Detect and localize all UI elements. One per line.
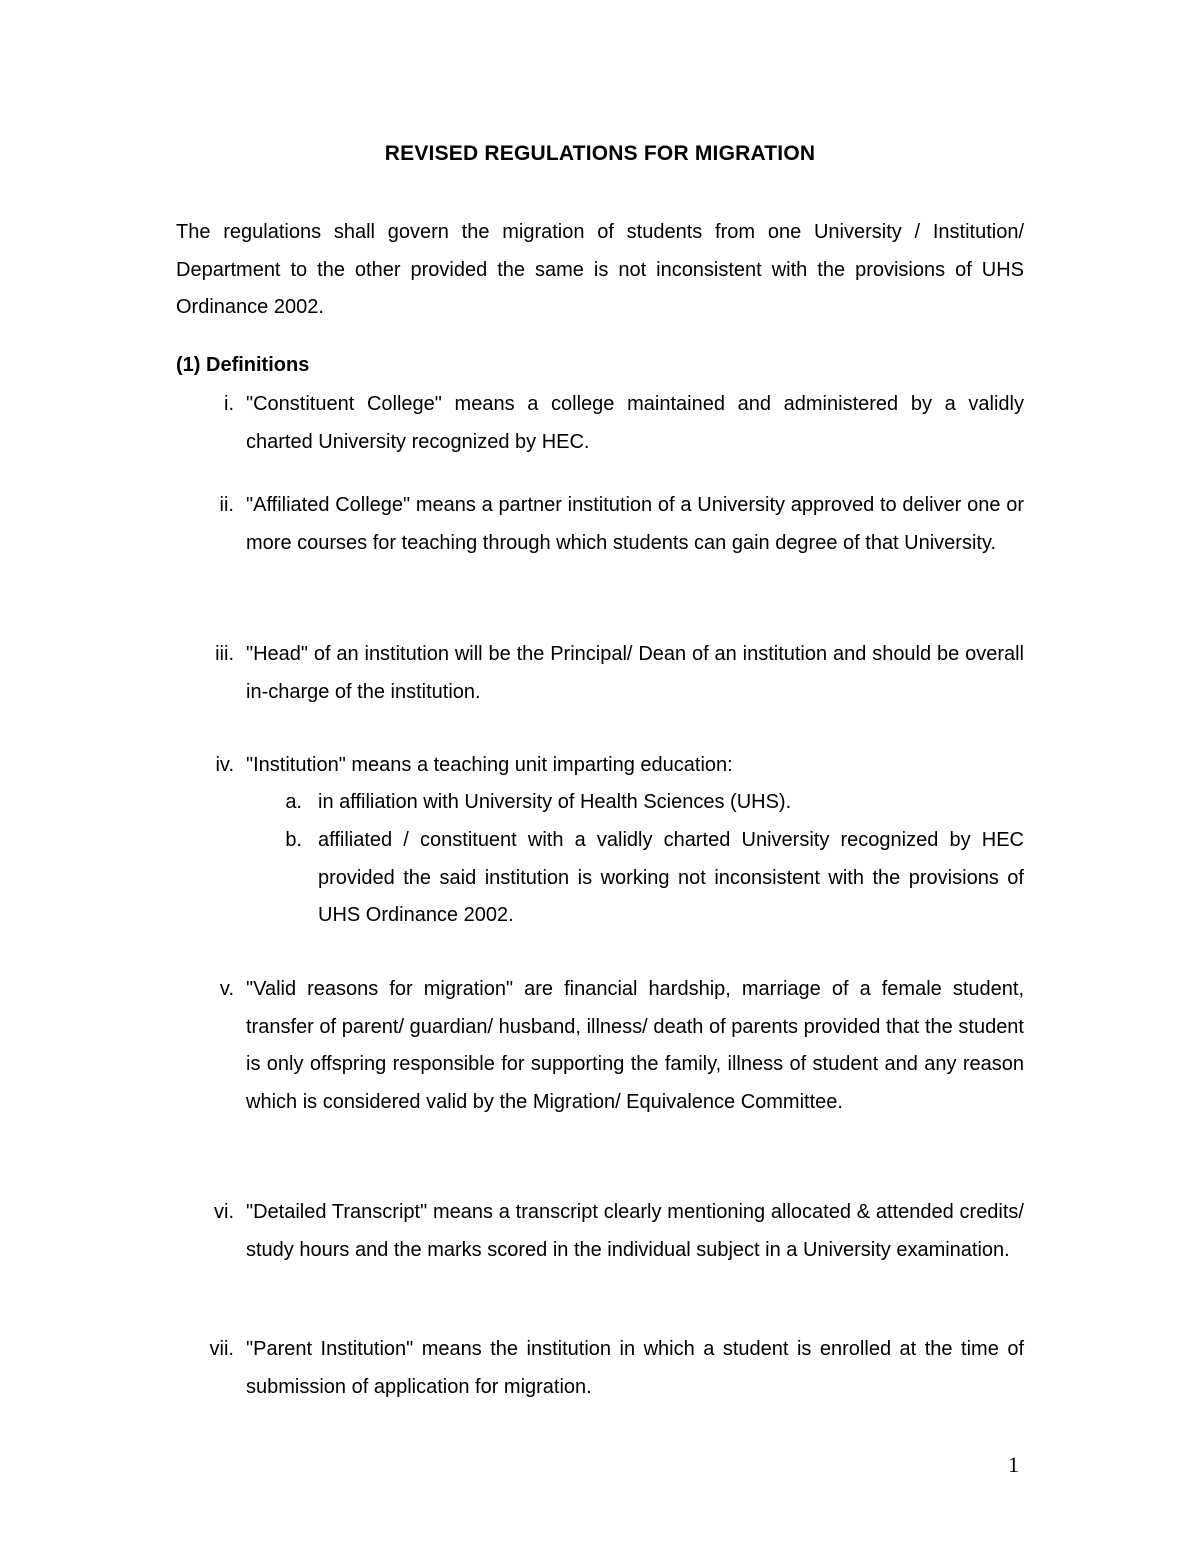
section-heading-definitions: (1) Definitions [176,354,310,376]
subitem-letter: b. [285,829,302,851]
definition-number: ii. [219,494,234,516]
definition-item [176,386,1024,461]
page-number: 1 [1008,1452,1019,1477]
subitem-text: affiliated / constituent with a validly charted University recognized by HEC provided the said institution is working not inconsistent with the provisions of UHS Ordinance 2002. [318,829,1024,926]
definition-text: "Detailed Transcript" means a transcript clearly mentioning allocated & attended credits/ study hours and the marks scored in the individual subject in a University examination. [246,1201,1024,1261]
definition-text: "Affiliated College" means a partner institution of a University approved to deliver one or more courses for teaching through which students can gain degree of that University. [246,494,1024,554]
definition-item [176,747,1024,785]
definition-text: "Valid reasons for migration" are financial hardship, marriage of a female student, transfer of parent/ guardian/ husband, illness/ death of parents provided that the student is only offspring responsible for supporting the family, illness of student and any reason which is considered valid by the Migration/ Equivalence Committee. [246,978,1024,1113]
definition-item [176,1331,1024,1406]
definition-subitem [246,822,1024,935]
document-title: REVISED REGULATIONS FOR MIGRATION [384,142,816,165]
intro-paragraph: The regulations shall govern the migration of students from one University / Institution/ Department to the other provided the same is not inconsistent with the provisions of UHS Ordinance 2002. [176,221,1024,318]
definition-number: v. [219,978,234,1000]
definition-item [176,1194,1024,1269]
definition-number: vi. [214,1201,234,1223]
definition-subitem [246,784,1024,822]
subitem-text: in affiliation with University of Health Sciences (UHS). [318,791,792,813]
definition-text: "Parent Institution" means the institution in which a student is enrolled at the time of submission of application for migration. [246,1338,1024,1398]
subitem-letter: a. [285,791,302,813]
definition-number: vii. [209,1338,234,1360]
definition-text: "Head" of an institution will be the Principal/ Dean of an institution and should be overall in-charge of the institution. [246,643,1024,703]
definition-text: "Constituent College" means a college maintained and administered by a validly charted University recognized by HEC. [246,393,1024,453]
definition-number: i. [224,393,234,415]
definition-item [176,971,1024,1121]
definition-number: iii. [215,643,234,665]
definition-item [176,487,1024,562]
definition-number: iv. [215,754,234,776]
definition-text: "Institution" means a teaching unit imparting education: [246,754,733,776]
definition-item [176,636,1024,711]
